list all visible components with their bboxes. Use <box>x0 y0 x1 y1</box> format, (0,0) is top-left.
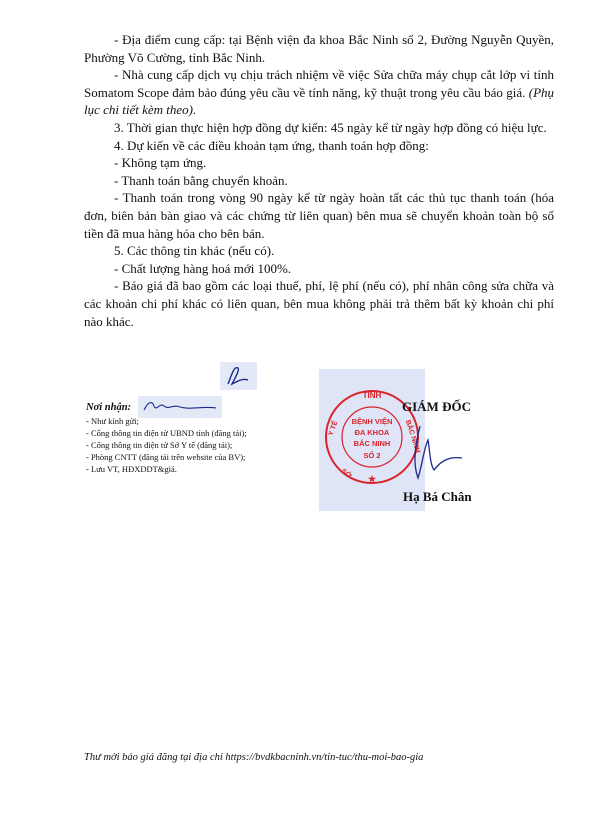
seal-text-line3: BẮC NINH <box>353 439 391 448</box>
seal-text-line2: ĐA KHOA <box>354 428 390 437</box>
seal-text-top: TỈNH <box>362 391 382 400</box>
paragraph-goods-quality: - Chất lượng hàng hoá mới 100%. <box>114 260 292 276</box>
recipients-list <box>86 415 326 475</box>
recipient-item: - Lưu VT, HĐXDDT&giá. <box>86 464 177 474</box>
footer-note: Thư mời báo giá đăng tại địa chỉ https://bvdkbacninh.vn/tin-tuc/thu-moi-bao-gia <box>84 752 424 763</box>
seal-star: ★ <box>367 474 377 484</box>
paragraph-other-info-heading: 5. Các thông tin khác (nếu có). <box>114 243 275 259</box>
paragraph-contract-duration: 3. Thời gian thực hiện hợp đồng dự kiến: 45 ngày kể từ ngày hợp đồng có hiệu lực. <box>114 119 547 135</box>
paragraph-payment-terms-heading: 4. Dự kiến về các điều khoản tạm ứng, thanh toán hợp đồng: <box>114 137 429 153</box>
appendix-note: (Phụ lục chi tiết kèm theo). <box>84 84 555 118</box>
seal-text-right: BẮC NINH <box>403 419 422 454</box>
director-signature <box>390 418 470 488</box>
seal-text-line4: SỐ 2 <box>363 451 381 460</box>
seal-text-left: Y TẾ <box>327 420 340 437</box>
seal-text-line1: BỆNH VIỆN <box>351 417 393 426</box>
initials-signature <box>222 362 256 388</box>
director-name: Hạ Bá Chân <box>403 489 472 504</box>
seal-text-bottom: SỞ <box>339 467 353 480</box>
recipients-title: Nơi nhận: <box>86 402 132 413</box>
director-title: GIÁM ĐỐC <box>402 399 471 414</box>
recipient-item: - Cổng thông tin điện tử Sở Y tế (đăng tải); <box>86 440 233 450</box>
paragraph-delivery-location: - Địa điểm cung cấp: tại Bệnh viện đa khoa Bắc Ninh số 2, Đường Nguyễn Quyền, Phường Võ Cường, tỉnh Bắc Ninh. <box>84 32 554 65</box>
paragraph-bank-transfer: - Thanh toán bằng chuyển khoản. <box>114 172 288 188</box>
paragraph-payment-deadline: - Thanh toán trong vòng 90 ngày kể từ ngày hoàn tất các thủ tục thanh toán (hóa đơn, biên bản bàn giao và các chứng từ liên quan) bên mua sẽ chuyển khoản toàn bộ số tiền đã mua hàng hóa cho bên bán. <box>84 190 554 241</box>
recipient-item: - Phòng CNTT (đăng tải trên website của BV); <box>86 452 246 462</box>
paragraph-quote-inclusions: - Báo giá đã bao gồm các loại thuế, phí, lệ phí (nếu có), phí nhân công sửa chữa và các khoản chi phí khác có liên quan, bên mua không phải trả thêm bất kỳ khoản chi phí nào khác. <box>84 278 554 329</box>
paragraph-provider-responsibility: - Nhà cung cấp dịch vụ chịu trách nhiệm về việc Sửa chữa máy chụp cắt lớp vi tính Somatom Scope đảm bảo đúng yêu cầu về tính năng, kỹ thuật trong yêu cầu báo giá. (Phụ lục chi tiết kèm theo). <box>84 67 555 118</box>
paragraph-no-advance: - Không tạm ứng. <box>114 155 207 171</box>
document-body <box>84 31 554 330</box>
recipient-item: - Cổng thông tin điện tử UBND tỉnh (đăng tải); <box>86 428 247 438</box>
recipients-block <box>86 402 326 475</box>
recipient-item: - Như kính gửi; <box>86 416 139 426</box>
